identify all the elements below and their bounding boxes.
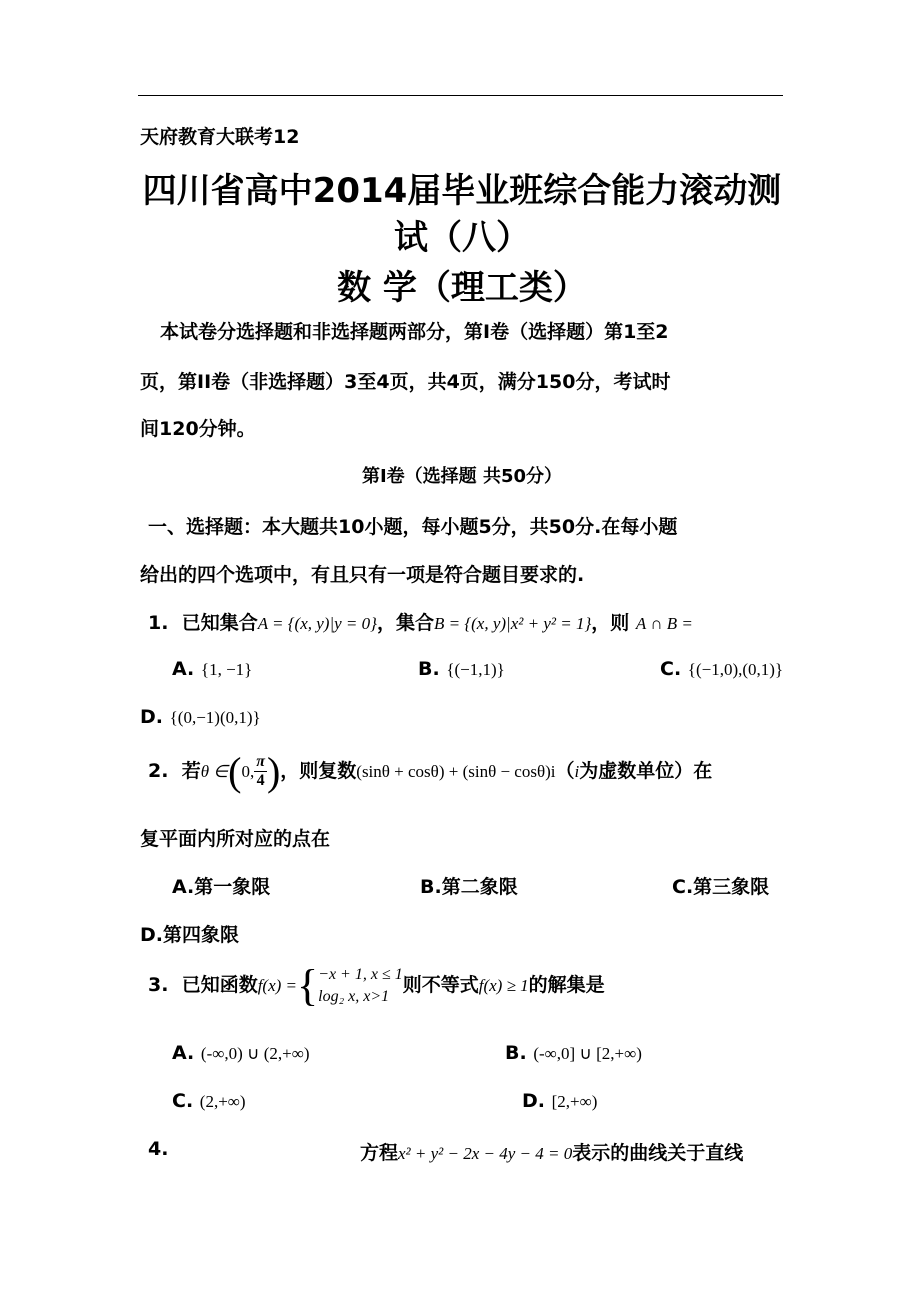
q3-stem-a: 已知函数 bbox=[181, 974, 258, 996]
intro-line1: 本试卷分选择题和非选择题两部分，第Ⅰ卷（选择题）第1至2 bbox=[160, 321, 669, 343]
title-line2: 试（八） bbox=[394, 218, 530, 258]
q3-option-c: C. (2,+∞) bbox=[172, 1090, 246, 1112]
q4-stem-b: 表示的曲线关于直线 bbox=[572, 1142, 744, 1164]
q2-paren-close: ) bbox=[266, 749, 281, 794]
question-1 bbox=[148, 608, 693, 635]
q2-stem-d: 为虚数单位）在 bbox=[579, 760, 713, 782]
source-label: 天府教育大联考12 bbox=[140, 126, 300, 148]
q3-option-a: A. (-∞,0) ∪ (2,+∞) bbox=[172, 1042, 310, 1064]
q2-stem-b: ，则复数 bbox=[280, 760, 357, 782]
title-line1: 四川省高中2014届毕业班综合能力滚动测 bbox=[142, 171, 782, 211]
section1-line1: 一、选择题：本大题共10小题，每小题5分，共50分.在每小题 bbox=[148, 516, 678, 538]
q1-option-b: B. {(−1,1)} bbox=[418, 658, 505, 680]
q1-expr: A ∩ B = bbox=[635, 614, 693, 633]
q2-theta-in: θ ∈ bbox=[200, 762, 229, 781]
q3-number: 3. bbox=[148, 974, 169, 996]
q1-comma: ， bbox=[376, 612, 396, 634]
question-4 bbox=[360, 1138, 743, 1165]
q3-option-b: B. (-∞,0] ∪ [2,+∞) bbox=[505, 1042, 642, 1064]
q3-case1: −x + 1, x ≤ 1 bbox=[318, 965, 403, 983]
q4-stem-a: 方程 bbox=[360, 1142, 399, 1164]
q1-stem-a: 已知集合 bbox=[181, 612, 258, 634]
q1-stem-b: 集合 bbox=[395, 612, 434, 634]
question-3 bbox=[148, 960, 605, 1011]
q2-fraction: $\frac{\pi}{4}$ bbox=[256, 753, 265, 789]
q1-stem-c: ，则 bbox=[591, 612, 630, 634]
q2-option-d: D.第四象限 bbox=[140, 924, 239, 946]
q1-option-c: C. {(−1,0),(0,1)} bbox=[660, 658, 784, 680]
q2-stem-c: （ bbox=[555, 760, 575, 782]
q1-set-a: A = {(x, y)|y = 0} bbox=[257, 614, 377, 633]
intro-line3: 间120分钟。 bbox=[140, 418, 256, 440]
q2-interval-left: 0, bbox=[241, 762, 255, 781]
q3-stem-b: 则不等式 bbox=[402, 974, 479, 996]
intro-line2: 页，第II卷（非选择题）3至4页，共4页，满分150分，考试时 bbox=[140, 371, 671, 393]
q4-number: 4. bbox=[148, 1138, 169, 1160]
question-2 bbox=[148, 748, 712, 795]
q2-option-b: B.第二象限 bbox=[420, 876, 518, 898]
q3-piecewise bbox=[318, 964, 403, 1008]
part1-heading: 第Ⅰ卷（选择题 共50分） bbox=[361, 466, 562, 487]
q3-brace: { bbox=[297, 961, 319, 1010]
q2-option-a: A.第一象限 bbox=[172, 876, 271, 898]
title-subject: 数 学（理工类） bbox=[337, 268, 587, 308]
q2-line2: 复平面内所对应的点在 bbox=[140, 828, 331, 850]
q2-i-var: i bbox=[574, 762, 580, 781]
q1-option-a: A. {1, −1} bbox=[172, 658, 253, 680]
section1-line2: 给出的四个选项中，有且只有一项是符合题目要求的. bbox=[140, 564, 585, 586]
q3-stem-c: 的解集是 bbox=[528, 974, 605, 996]
q4-equation: x² + y² − 2x − 4y − 4 = 0 bbox=[398, 1144, 573, 1163]
q3-case2: log₂ x, x>1 bbox=[318, 987, 390, 1005]
q3-option-d: D. [2,+∞) bbox=[522, 1090, 598, 1112]
q1-option-d: D. {(0,−1)(0,1)} bbox=[140, 706, 261, 728]
q2-option-c: C.第三象限 bbox=[672, 876, 770, 898]
q1-set-b: B = {(x, y)|x² + y² = 1} bbox=[433, 614, 592, 633]
q3-ineq: f(x) ≥ 1 bbox=[478, 976, 529, 995]
q3-fx: f(x) = bbox=[257, 976, 298, 995]
q2-number: 2. bbox=[148, 760, 169, 782]
top-rule bbox=[138, 95, 783, 96]
q2-paren-open: ( bbox=[228, 749, 242, 794]
q2-expr: (sinθ + cosθ) + (sinθ − cosθ)i bbox=[356, 762, 556, 781]
q1-number: 1. bbox=[148, 612, 169, 634]
q2-stem-a: 若 bbox=[181, 760, 201, 782]
